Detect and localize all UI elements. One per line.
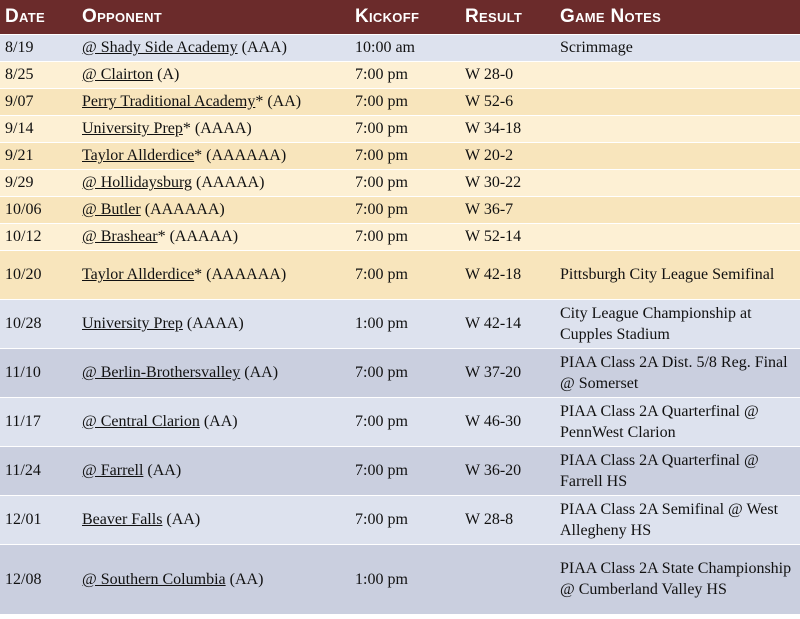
game-opponent <box>77 115 350 142</box>
opponent-classification: (AAAAAA) <box>140 201 225 218</box>
opponent-link[interactable]: Beaver Falls <box>82 511 163 528</box>
game-kickoff: 7:00 pm <box>350 115 460 142</box>
table-row <box>0 169 800 196</box>
opponent-link[interactable]: Taylor Allderdice <box>82 266 195 283</box>
game-kickoff: 1:00 pm <box>350 299 460 348</box>
game-notes: Pittsburgh City League Semifinal <box>555 250 800 299</box>
game-kickoff: 1:00 pm <box>350 544 460 614</box>
game-opponent <box>77 250 350 299</box>
game-opponent <box>77 299 350 348</box>
game-kickoff: 7:00 pm <box>350 223 460 250</box>
game-date: 10/20 <box>0 250 77 299</box>
game-notes <box>555 61 800 88</box>
game-kickoff: 7:00 pm <box>350 61 460 88</box>
opponent-link[interactable]: Perry Traditional Academy <box>82 93 256 110</box>
header-result: Result <box>465 5 523 27</box>
table-row <box>0 348 800 397</box>
game-kickoff: 7:00 pm <box>350 142 460 169</box>
game-result: W 52-14 <box>460 223 555 250</box>
game-date: 10/28 <box>0 299 77 348</box>
opponent-classification: (AA) <box>240 364 279 381</box>
game-kickoff: 7:00 pm <box>350 397 460 446</box>
opponent-classification: * (AAAAAA) <box>194 147 287 164</box>
opponent-classification: * (AAAA) <box>182 120 252 137</box>
opponent-classification: (AAAAA) <box>192 174 265 191</box>
game-date: 11/24 <box>0 446 77 495</box>
game-result: W 28-0 <box>460 61 555 88</box>
game-notes <box>555 169 800 196</box>
game-result: W 42-14 <box>460 299 555 348</box>
game-kickoff: 7:00 pm <box>350 169 460 196</box>
opponent-link[interactable]: @ Southern Columbia <box>82 570 226 588</box>
table-row <box>0 115 800 142</box>
opponent-classification: * (AAAAAA) <box>194 266 287 283</box>
game-notes <box>555 88 800 115</box>
game-notes: Scrimmage <box>555 34 800 61</box>
game-result: W 28-8 <box>460 495 555 544</box>
table-row <box>0 299 800 348</box>
opponent-link[interactable]: @ Shady Side Academy <box>82 39 238 56</box>
game-notes <box>555 115 800 142</box>
opponent-link[interactable]: University Prep <box>82 315 183 332</box>
game-notes: City League Championship at Cupples Stadium <box>555 299 800 348</box>
table-row <box>0 88 800 115</box>
schedule-body <box>0 34 800 614</box>
game-result: W 46-30 <box>460 397 555 446</box>
opponent-link[interactable]: Taylor Allderdice <box>82 147 195 164</box>
header-row <box>0 0 800 34</box>
game-kickoff: 7:00 pm <box>350 348 460 397</box>
opponent-classification: (AA) <box>225 570 264 588</box>
table-row <box>0 34 800 61</box>
game-result <box>460 34 555 61</box>
game-notes <box>555 142 800 169</box>
game-date: 9/21 <box>0 142 77 169</box>
game-kickoff: 7:00 pm <box>350 495 460 544</box>
opponent-classification: (AA) <box>162 511 201 528</box>
table-row <box>0 397 800 446</box>
game-notes: PIAA Class 2A State Championship @ Cumberland Valley HS <box>555 544 800 614</box>
game-date: 11/10 <box>0 348 77 397</box>
table-row <box>0 250 800 299</box>
game-result: W 37-20 <box>460 348 555 397</box>
opponent-link[interactable]: @ Butler <box>82 201 141 218</box>
game-kickoff: 10:00 am <box>350 34 460 61</box>
opponent-classification: * (AAAAA) <box>157 228 239 245</box>
header-date: Date <box>5 5 45 27</box>
game-date: 9/14 <box>0 115 77 142</box>
game-result <box>460 544 555 614</box>
game-notes <box>555 223 800 250</box>
opponent-classification: (AA) <box>143 462 182 479</box>
game-notes: PIAA Class 2A Dist. 5/8 Reg. Final @ Somerset <box>555 348 800 397</box>
opponent-link[interactable]: @ Central Clarion <box>82 413 200 430</box>
game-result: W 42-18 <box>460 250 555 299</box>
game-date: 11/17 <box>0 397 77 446</box>
header-opponent: Opponent <box>82 5 163 27</box>
game-opponent <box>77 61 350 88</box>
game-notes: PIAA Class 2A Quarterfinal @ PennWest Clarion <box>555 397 800 446</box>
game-notes <box>555 196 800 223</box>
game-opponent <box>77 446 350 495</box>
header-game-notes: Game Notes <box>560 5 662 27</box>
opponent-classification: (AA) <box>199 413 238 430</box>
header-kickoff: Kickoff <box>355 5 420 27</box>
opponent-classification: (A) <box>153 66 180 83</box>
game-notes: PIAA Class 2A Quarterfinal @ Farrell HS <box>555 446 800 495</box>
game-date: 10/12 <box>0 223 77 250</box>
game-date: 8/19 <box>0 34 77 61</box>
game-opponent <box>77 397 350 446</box>
game-result: W 36-7 <box>460 196 555 223</box>
game-opponent <box>77 142 350 169</box>
game-kickoff: 7:00 pm <box>350 196 460 223</box>
game-opponent <box>77 34 350 61</box>
table-row <box>0 196 800 223</box>
table-row <box>0 142 800 169</box>
game-opponent <box>77 348 350 397</box>
schedule-header <box>0 0 800 34</box>
game-date: 9/07 <box>0 88 77 115</box>
game-notes: PIAA Class 2A Semifinal @ West Allegheny HS <box>555 495 800 544</box>
game-opponent <box>77 544 350 614</box>
game-result: W 36-20 <box>460 446 555 495</box>
game-result: W 30-22 <box>460 169 555 196</box>
opponent-link[interactable]: @ Clairton <box>82 66 154 83</box>
game-date: 9/29 <box>0 169 77 196</box>
game-date: 12/08 <box>0 544 77 614</box>
game-date: 8/25 <box>0 61 77 88</box>
opponent-link[interactable]: @ Brashear <box>82 228 158 245</box>
game-opponent <box>77 495 350 544</box>
opponent-link[interactable]: @ Farrell <box>82 462 144 479</box>
game-opponent <box>77 196 350 223</box>
game-opponent <box>77 88 350 115</box>
game-date: 12/01 <box>0 495 77 544</box>
game-opponent <box>77 223 350 250</box>
game-kickoff: 7:00 pm <box>350 88 460 115</box>
opponent-link[interactable]: @ Berlin-Brothersvalley <box>82 364 241 381</box>
opponent-classification: (AAAA) <box>182 315 244 332</box>
table-row <box>0 446 800 495</box>
game-kickoff: 7:00 pm <box>350 446 460 495</box>
opponent-link[interactable]: University Prep <box>82 120 183 137</box>
game-date: 10/06 <box>0 196 77 223</box>
table-row <box>0 61 800 88</box>
opponent-link[interactable]: @ Hollidaysburg <box>82 174 192 191</box>
game-result: W 34-18 <box>460 115 555 142</box>
table-row <box>0 495 800 544</box>
game-opponent <box>77 169 350 196</box>
table-row <box>0 544 800 614</box>
table-row <box>0 223 800 250</box>
game-kickoff: 7:00 pm <box>350 250 460 299</box>
game-result: W 52-6 <box>460 88 555 115</box>
opponent-classification: (AAA) <box>237 39 287 56</box>
opponent-classification: * (AA) <box>255 93 302 110</box>
game-result: W 20-2 <box>460 142 555 169</box>
